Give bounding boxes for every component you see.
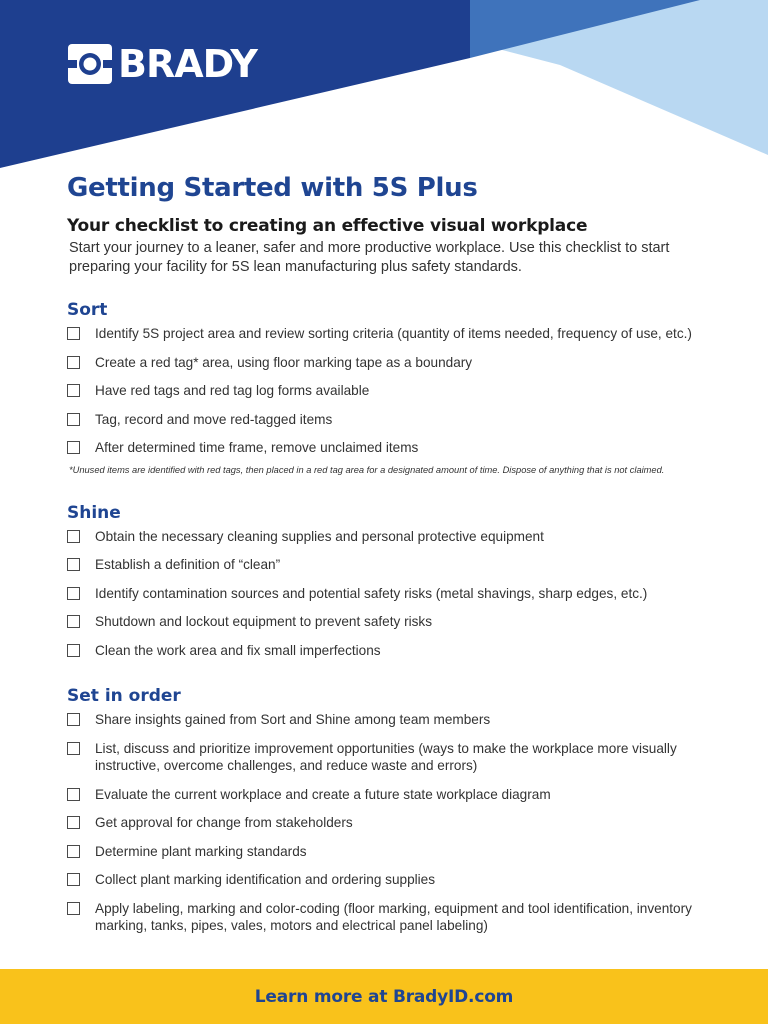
checklist-item-label: Share insights gained from Sort and Shine among team members <box>95 712 491 727</box>
checkbox[interactable] <box>67 558 80 571</box>
brady-logo-icon <box>68 44 112 84</box>
checkbox[interactable] <box>67 413 80 426</box>
brady-logo-text: BRADY <box>118 42 257 86</box>
sort-footnote: *Unused items are identified with red tags, then placed in a red tag area for a designated amount of time. Dispose of anything that is not claimed. <box>69 464 665 475</box>
checklist-item <box>67 411 717 429</box>
checkbox[interactable] <box>67 356 80 369</box>
checklist-item-label: Create a red tag* area, using floor marking tape as a boundary <box>95 354 473 370</box>
checklist-item-label: Determine plant marking standards <box>95 843 307 859</box>
checklist-item <box>67 642 717 660</box>
checkbox[interactable] <box>67 587 80 600</box>
checklist-item-label: List, discuss and prioritize improvement opportunities (ways to make the workplace more visually instructive, overcome challenges, and reduce waste and errors) <box>95 740 677 773</box>
checklist-item-label: Get approval for change from stakeholders <box>95 815 353 830</box>
checklist-item-label: Evaluate the current workplace and create a future state workplace diagram <box>95 786 551 802</box>
checklist-item <box>67 786 717 804</box>
checkbox[interactable] <box>67 873 80 886</box>
checklist-item <box>67 740 717 775</box>
checklist-item-label: Tag, record and move red-tagged items <box>95 411 333 427</box>
checklist-item-label: Clean the work area and fix small imperfections <box>95 642 381 658</box>
checklist-item <box>67 814 717 832</box>
checkbox[interactable] <box>67 788 80 801</box>
checklist-item-label: Have red tags and red tag log forms available <box>95 383 370 398</box>
checkbox[interactable] <box>67 384 80 397</box>
section-shine <box>67 502 717 660</box>
checklist-item <box>67 556 717 574</box>
page-subtitle: Your checklist to creating an effective visual workplace <box>67 216 588 236</box>
checklist-item-label: Collect plant marking identification and ordering supplies <box>95 872 436 887</box>
checkbox[interactable] <box>67 902 80 915</box>
checkbox[interactable] <box>67 644 80 657</box>
checklist-content <box>67 170 717 946</box>
shine-checklist <box>67 528 717 660</box>
checkbox[interactable] <box>67 327 80 340</box>
checklist-item <box>67 585 717 603</box>
checklist-item <box>67 382 717 400</box>
sort-checklist <box>67 325 717 457</box>
checklist-item-label: Establish a definition of “clean” <box>95 557 281 572</box>
checkbox[interactable] <box>67 530 80 543</box>
checklist-item <box>67 613 717 631</box>
footer-bar <box>0 969 768 1024</box>
checkbox[interactable] <box>67 742 80 755</box>
checklist-item <box>67 711 717 729</box>
checklist-item-label: Apply labeling, marking and color-coding (floor marking, equipment and tool identification, inventory marking, tanks, pipes, vales, motors and electrical panel labeling) <box>95 900 692 933</box>
section-set-in-order <box>67 685 717 935</box>
checklist-item-label: Identify 5S project area and review sorting criteria (quantity of items needed, frequency of use, etc.) <box>95 326 692 341</box>
checkbox[interactable] <box>67 816 80 829</box>
section-title-sort: Sort <box>67 300 108 320</box>
checklist-item <box>67 325 717 343</box>
page-title: Getting Started with 5S Plus <box>67 173 478 203</box>
checklist-item-label: After determined time frame, remove unclaimed items <box>95 440 419 455</box>
header-banner <box>0 0 768 180</box>
section-title-shine: Shine <box>67 502 121 523</box>
checkbox[interactable] <box>67 845 80 858</box>
set-in-order-checklist <box>67 711 717 935</box>
checklist-item-label: Shutdown and lockout equipment to prevent safety risks <box>95 614 433 629</box>
checklist-item <box>67 439 717 457</box>
checklist-item <box>67 871 717 889</box>
checklist-item <box>67 354 717 372</box>
brady-logo <box>68 44 257 84</box>
section-sort <box>67 299 717 476</box>
checkbox[interactable] <box>67 713 80 726</box>
checklist-item-label: Identify contamination sources and potential safety risks (metal shavings, sharp edges, etc.) <box>95 585 648 601</box>
checkbox[interactable] <box>67 615 80 628</box>
checklist-item <box>67 528 717 546</box>
section-title-set-in-order: Set in order <box>67 686 181 706</box>
checklist-item <box>67 843 717 861</box>
checkbox[interactable] <box>67 441 80 454</box>
checklist-item-label: Obtain the necessary cleaning supplies and personal protective equipment <box>95 528 544 544</box>
checklist-item <box>67 900 717 935</box>
learn-more-link[interactable]: Learn more at BradyID.com <box>254 986 514 1007</box>
intro-paragraph: Start your journey to a leaner, safer and more productive workplace. Use this checklist to start preparing your facility for 5S lean manufacturing plus safety standards. <box>69 240 670 275</box>
